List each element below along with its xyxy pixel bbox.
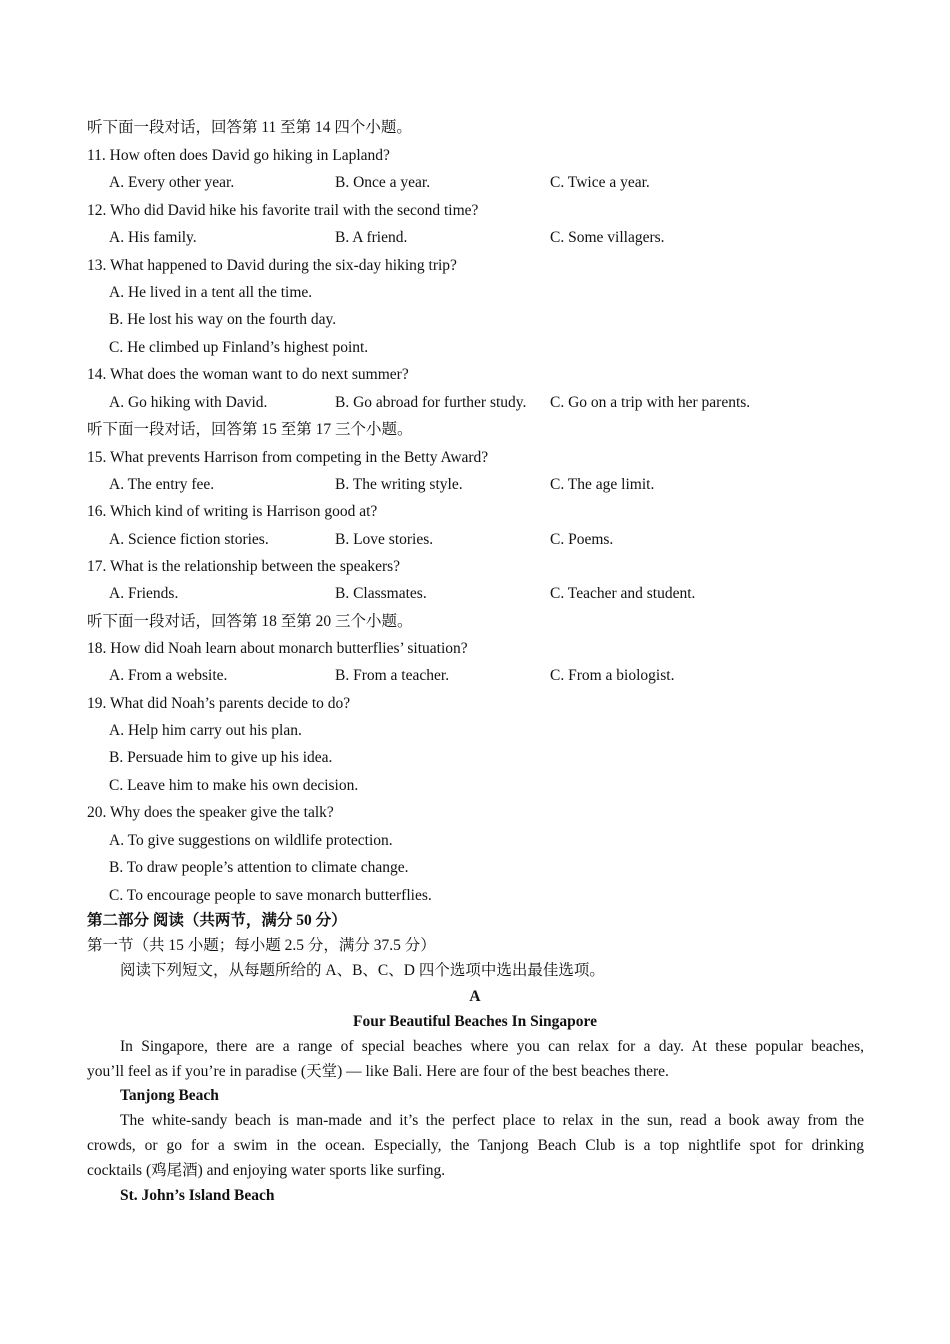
q19-option-a: A. Help him carry out his plan. <box>109 722 302 739</box>
q16-stem: 16. Which kind of writing is Harrison good at? <box>87 503 378 520</box>
group3-intro: 听下面一段对话，回答第 18 至第 20 三个小题。 <box>87 613 413 630</box>
passage-letter: A <box>469 988 481 1005</box>
q18-option-a: A. From a website. <box>109 667 228 684</box>
q20-option-a: A. To give suggestions on wildlife protection. <box>109 832 393 849</box>
q18-stem: 18. How did Noah learn about monarch butterflies’ situation? <box>87 640 468 657</box>
q13-option-a: A. He lived in a tent all the time. <box>109 284 313 301</box>
heading-st-johns-island-beach: St. John’s Island Beach <box>120 1187 275 1204</box>
q11-option-c: C. Twice a year. <box>550 174 650 191</box>
q17-option-c: C. Teacher and student. <box>550 585 696 602</box>
q20-stem: 20. Why does the speaker give the talk? <box>87 804 334 821</box>
reading-instruction: 阅读下列短文，从每题所给的 A、B、C、D 四个选项中选出最佳选项。 <box>120 962 605 979</box>
q11-option-b: B. Once a year. <box>335 174 431 191</box>
q12-option-a: A. His family. <box>109 229 197 246</box>
q14-stem: 14. What does the woman want to do next summer? <box>87 366 409 383</box>
q13-option-c: C. He climbed up Finland’s highest point. <box>109 339 369 356</box>
passage-title: Four Beautiful Beaches In Singapore <box>352 1013 597 1030</box>
q16-option-a: A. Science fiction stories. <box>109 531 269 548</box>
q14-option-b: B. Go abroad for further study. <box>335 394 527 411</box>
q16-option-b: B. Love stories. <box>335 531 434 548</box>
q17-stem: 17. What is the relationship between the speakers? <box>87 558 401 575</box>
intro-line-1: In Singapore, there are a range of special beaches where you can relax for a day. At these popular beaches, <box>120 1038 864 1055</box>
heading-tanjong-beach: Tanjong Beach <box>120 1087 219 1104</box>
q20-option-b: B. To draw people’s attention to climate change. <box>109 859 409 876</box>
intro-line-2: you’ll feel as if you’re in paradise (天堂) — like Bali. Here are four of the best beaches there. <box>87 1063 669 1080</box>
q13-stem: 13. What happened to David during the six-day hiking trip? <box>87 257 457 274</box>
q19-option-b: B. Persuade him to give up his idea. <box>109 749 333 766</box>
q15-stem: 15. What prevents Harrison from competing in the Betty Award? <box>87 449 489 466</box>
q19-option-c: C. Leave him to make his own decision. <box>109 777 359 794</box>
q20-option-c: C. To encourage people to save monarch butterflies. <box>109 887 432 904</box>
q14-option-c: C. Go on a trip with her parents. <box>550 394 751 411</box>
q14-option-a: A. Go hiking with David. <box>109 394 268 411</box>
q11-option-a: A. Every other year. <box>109 174 235 191</box>
section-title: 第一节（共 15 小题；每小题 2.5 分，满分 37.5 分） <box>87 937 436 954</box>
q18-option-c: C. From a biologist. <box>550 667 675 684</box>
q18-option-b: B. From a teacher. <box>335 667 450 684</box>
q19-stem: 19. What did Noah’s parents decide to do? <box>87 695 351 712</box>
q12-stem: 12. Who did David hike his favorite trail with the second time? <box>87 202 479 219</box>
q15-option-b: B. The writing style. <box>335 476 463 493</box>
tanjong-line-3: cocktails (鸡尾酒) and enjoying water sports like surfing. <box>87 1162 446 1179</box>
group1-intro: 听下面一段对话，回答第 11 至第 14 四个小题。 <box>87 119 412 136</box>
q17-option-b: B. Classmates. <box>335 585 427 602</box>
part-title: 第二部分 阅读（共两节，满分 50 分） <box>87 912 347 929</box>
q11-stem: 11. How often does David go hiking in Lapland? <box>87 147 390 164</box>
tanjong-line-2: crowds, or go for a swim in the ocean. Especially, the Tanjong Beach Club is a top nightlife spot for drinking <box>87 1137 864 1154</box>
q16-option-c: C. Poems. <box>550 531 614 548</box>
q13-option-b: B. He lost his way on the fourth day. <box>109 311 337 328</box>
q15-option-a: A. The entry fee. <box>109 476 215 493</box>
q12-option-c: C. Some villagers. <box>550 229 665 246</box>
q12-option-b: B. A friend. <box>335 229 408 246</box>
q17-option-a: A. Friends. <box>109 585 179 602</box>
group2-intro: 听下面一段对话，回答第 15 至第 17 三个小题。 <box>87 421 413 438</box>
q15-option-c: C. The age limit. <box>550 476 655 493</box>
tanjong-line-1: The white-sandy beach is man-made and it’s the perfect place to relax in the sun, read a book away from the <box>120 1112 864 1129</box>
